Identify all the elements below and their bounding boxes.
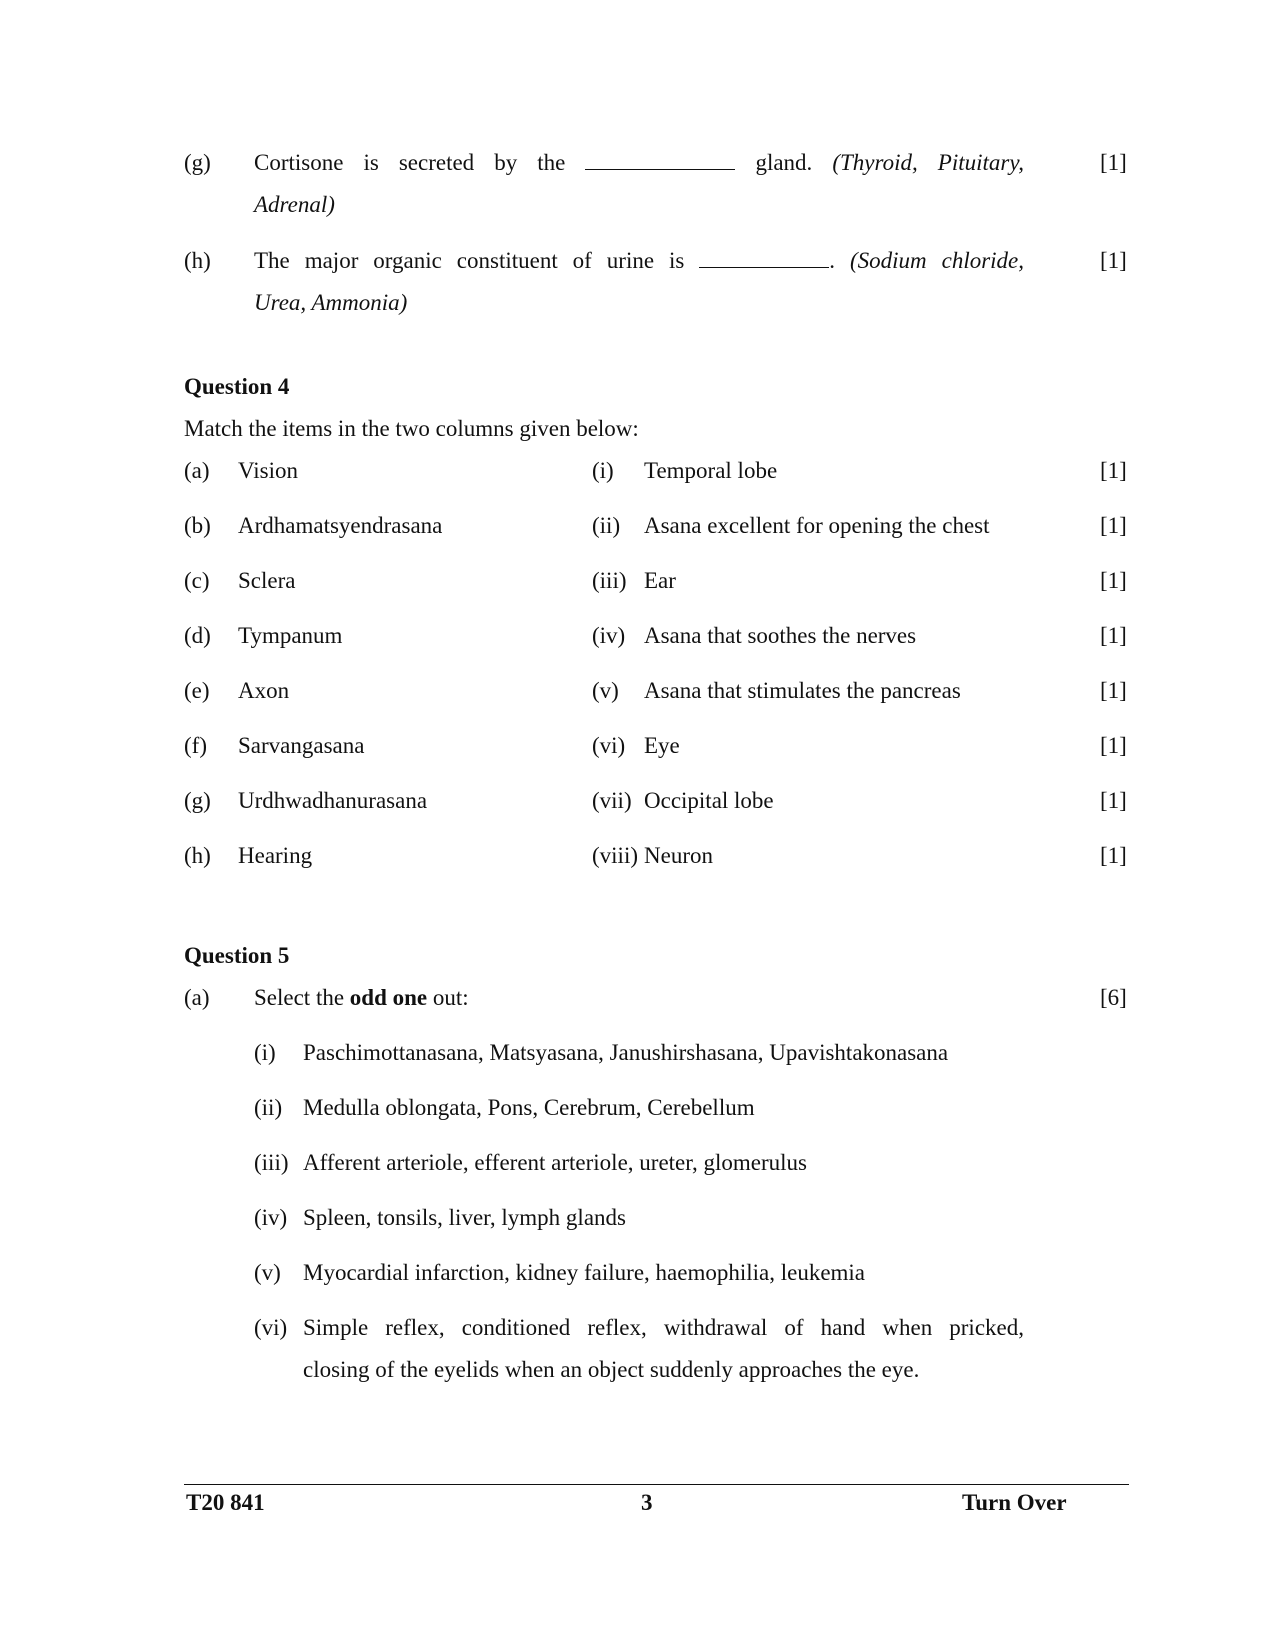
odd-one-out-label: (vi) xyxy=(254,1315,288,1340)
match-right-item: Asana that soothes the nerves xyxy=(644,623,917,648)
odd-one-out-item: Simple reflex, conditioned reflex, withdrawal of hand when pricked, xyxy=(303,1315,1024,1340)
page-number: 3 xyxy=(641,1490,653,1515)
q3-item-h-line1 xyxy=(254,248,1024,274)
q5-part-a-text-post: out: xyxy=(432,985,469,1010)
footer-divider xyxy=(184,1484,1129,1485)
odd-one-out-item: Spleen, tonsils, liver, lymph glands xyxy=(303,1205,626,1230)
odd-one-out-item-continued: closing of the eyelids when an object suddenly approaches the eye. xyxy=(303,1357,920,1382)
match-left-item: Sarvangasana xyxy=(238,733,365,758)
turn-over-label: Turn Over xyxy=(962,1490,1067,1515)
match-left-item: Vision xyxy=(238,458,298,483)
match-left-item: Ardhamatsyendrasana xyxy=(238,513,443,538)
q5-part-a-text-pre: Select the xyxy=(254,985,345,1010)
match-marks: [1] xyxy=(1100,733,1127,758)
question-4-instruction: Match the items in the two columns given below: xyxy=(184,416,639,441)
match-left-item: Tympanum xyxy=(238,623,343,648)
match-left-label: (e) xyxy=(184,678,210,703)
q3-item-g-marks: [1] xyxy=(1100,150,1127,175)
odd-one-out-label: (ii) xyxy=(254,1095,283,1120)
question-5-heading: Question 5 xyxy=(184,943,290,968)
q3-item-g-line2: Adrenal) xyxy=(254,192,335,217)
q3-item-g-blank xyxy=(585,151,735,170)
odd-one-out-item: Afferent arteriole, efferent arteriole, ureter, glomerulus xyxy=(303,1150,807,1175)
match-left-item: Sclera xyxy=(238,568,296,593)
match-left-label: (h) xyxy=(184,843,211,868)
match-right-item: Ear xyxy=(644,568,676,593)
match-right-label: (iv) xyxy=(592,623,626,648)
match-left-item: Axon xyxy=(238,678,290,703)
odd-one-out-label: (i) xyxy=(254,1040,276,1065)
odd-one-out-item: Medulla oblongata, Pons, Cerebrum, Cerebellum xyxy=(303,1095,755,1120)
match-right-label: (i) xyxy=(592,458,614,483)
match-left-label: (b) xyxy=(184,513,211,538)
q3-item-h-line2: Urea, Ammonia) xyxy=(254,290,408,315)
q3-item-g-options: (Thyroid, Pituitary, xyxy=(832,150,1025,175)
paper-code: T20 841 xyxy=(186,1490,265,1515)
match-marks: [1] xyxy=(1100,843,1127,868)
match-left-label: (g) xyxy=(184,788,211,813)
q5-part-a-text-bold: odd one xyxy=(349,985,428,1010)
match-marks: [1] xyxy=(1100,623,1127,648)
q3-item-h-text: The major organic constituent of urine is xyxy=(254,248,685,273)
q3-item-h-options: (Sodium chloride, xyxy=(850,248,1025,273)
match-left-item: Hearing xyxy=(238,843,313,868)
match-marks: [1] xyxy=(1100,513,1127,538)
q3-item-h-blank xyxy=(699,249,829,268)
odd-one-out-label: (iv) xyxy=(254,1205,288,1230)
match-right-item: Neuron xyxy=(644,843,713,868)
odd-one-out-label: (v) xyxy=(254,1260,281,1285)
match-right-label: (iii) xyxy=(592,568,627,593)
match-marks: [1] xyxy=(1100,568,1127,593)
match-right-label: (vi) xyxy=(592,733,626,758)
match-right-label: (ii) xyxy=(592,513,621,538)
q3-item-g-label: (g) xyxy=(184,150,211,175)
odd-one-out-item: Paschimottanasana, Matsyasana, Janushirshasana, Upavishtakonasana xyxy=(303,1040,949,1065)
match-right-item: Eye xyxy=(644,733,680,758)
match-right-item: Temporal lobe xyxy=(644,458,778,483)
match-right-label: (viii) xyxy=(592,843,638,868)
q5-part-a-text xyxy=(254,985,469,1011)
match-left-label: (d) xyxy=(184,623,211,648)
q3-item-g-text-post: gland. xyxy=(755,150,813,175)
match-left-label: (c) xyxy=(184,568,210,593)
q3-item-g-line1 xyxy=(254,150,1024,176)
match-left-label: (a) xyxy=(184,458,210,483)
match-right-item: Asana excellent for opening the chest xyxy=(644,513,990,538)
match-marks: [1] xyxy=(1100,678,1127,703)
q5-part-a-marks: [6] xyxy=(1100,985,1127,1010)
q3-item-h-marks: [1] xyxy=(1100,248,1127,273)
question-4-heading: Question 4 xyxy=(184,374,290,399)
match-right-item: Occipital lobe xyxy=(644,788,774,813)
q3-item-h-text-post: . xyxy=(829,248,836,273)
odd-one-out-item: Myocardial infarction, kidney failure, haemophilia, leukemia xyxy=(303,1260,866,1285)
q3-item-g-text: Cortisone is secreted by the xyxy=(254,150,566,175)
match-right-label: (vii) xyxy=(592,788,632,813)
odd-one-out-label: (iii) xyxy=(254,1150,289,1175)
match-left-item: Urdhwadhanurasana xyxy=(238,788,428,813)
match-marks: [1] xyxy=(1100,458,1127,483)
match-marks: [1] xyxy=(1100,788,1127,813)
match-right-item: Asana that stimulates the pancreas xyxy=(644,678,961,703)
match-left-label: (f) xyxy=(184,733,207,758)
q5-part-a-label: (a) xyxy=(184,985,210,1010)
q3-item-h-label: (h) xyxy=(184,248,211,273)
match-right-label: (v) xyxy=(592,678,619,703)
